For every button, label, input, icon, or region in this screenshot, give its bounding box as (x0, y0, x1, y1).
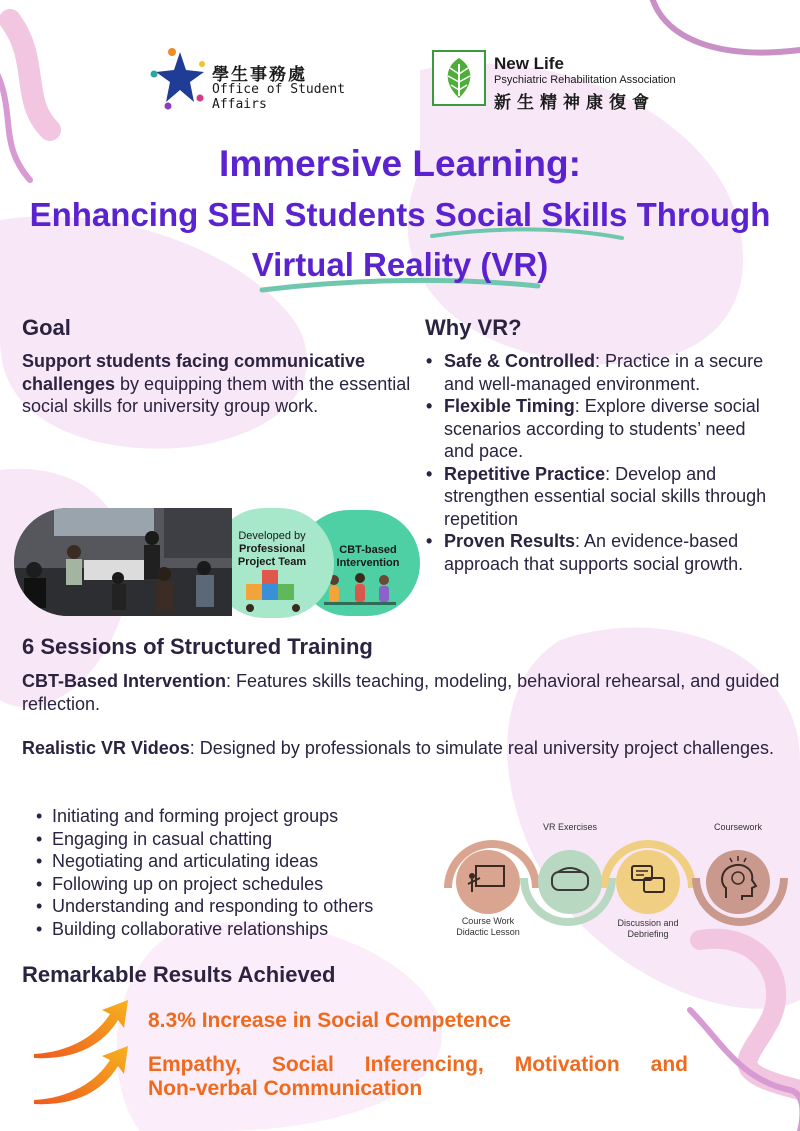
page-title-line-3: Virtual Reality (VR) (251, 246, 549, 283)
list-item: • Initiating and forming project groups (32, 805, 442, 828)
list-item: • Negotiating and articulating ideas (32, 850, 442, 873)
people-discussion-icon (320, 572, 400, 612)
osa-chinese-name: 學生事務處 (212, 65, 307, 85)
result-social-competence: 8.3% Increase in Social Competence (148, 1009, 511, 1032)
cbt-desc: : Features skills teaching, modeling, behavioral rehearsal, and guided reflection. (22, 671, 780, 714)
upward-arrow-icon (30, 996, 140, 1106)
team-bubble-line-3: Project Team (237, 556, 307, 568)
result-skills-line-1: Empathy, Social Inferencing, Motivation and (148, 1053, 688, 1076)
why-vr-desc: : An evidence-based approach that supports social growth. (444, 531, 744, 574)
list-item (424, 350, 774, 395)
list-item (424, 463, 774, 531)
list-item: • Understanding and responding to others (32, 895, 442, 918)
new-life-name: New Life (494, 54, 564, 73)
list-item: • Following up on project schedules (32, 873, 442, 896)
why-vr-desc: : Develop and strengthen essential social skills through repetition (444, 463, 767, 529)
leaf-logo-icon (434, 52, 484, 104)
training-session-photo (14, 508, 232, 616)
vr-videos-description (22, 737, 782, 760)
why-vr-term: Flexible Timing (444, 396, 575, 416)
team-bubble-line-2: Professional (238, 543, 306, 555)
goal-text (22, 350, 414, 418)
step-label-course-work (438, 916, 538, 938)
squiggle-top-right (650, 0, 800, 53)
list-item (424, 530, 774, 575)
sessions-heading: 6 Sessions of Structured Training (22, 634, 373, 659)
goal-text-rest: by equipping them with the essential social skills for university group work. (22, 373, 411, 416)
training-photo-block (14, 508, 414, 618)
list-item: • Engaging in casual chatting (32, 828, 442, 851)
step-label-line: Didactic Lesson (456, 927, 520, 937)
step-label-line: Debriefing (627, 929, 669, 939)
squiggle-bottom-right (690, 1010, 800, 1131)
star-logo-icon (150, 48, 206, 110)
why-vr-term: Safe & Controlled (444, 351, 596, 371)
why-vr-desc: : Explore diverse social scenarios according to students’ need and pace. (444, 396, 760, 461)
vr-topics-list (32, 805, 442, 940)
cbt-term: CBT-Based Intervention (22, 671, 227, 691)
step-label-line: Course Work (461, 916, 515, 926)
leaf-logo-box (432, 50, 486, 106)
osa-english-name: Office of Student Affairs (212, 82, 346, 112)
new-life-logo (432, 50, 700, 113)
cbt-bubble-line-1: CBT-based (339, 544, 397, 556)
why-vr-list (424, 350, 774, 575)
result-skills-line-2: Non-verbal Communication (148, 1077, 423, 1100)
step-label-line: Discussion and (617, 918, 679, 928)
squiggle-top-left (10, 20, 50, 130)
why-vr-term: Proven Results (444, 531, 576, 551)
page-title-line-1: Immersive Learning: (219, 143, 581, 184)
classroom-photo-icon (14, 508, 232, 616)
step-circle (616, 850, 680, 914)
osa-logo (150, 48, 390, 110)
step-label-discussion (598, 918, 698, 940)
why-vr-desc: : Practice in a secure and well-managed environment. (444, 351, 764, 394)
step-circle (456, 850, 520, 914)
new-life-association: Psychiatric Rehabilitation Association (494, 74, 676, 86)
list-item (424, 395, 774, 463)
cbt-bubble-line-2: Intervention (336, 557, 400, 569)
why-vr-term: Repetitive Practice (444, 463, 606, 484)
vr-videos-term: Realistic VR Videos (22, 738, 190, 758)
page-title-line-2: Enhancing SEN Students Social Skills Through (29, 196, 771, 233)
step-label-coursework: Coursework (713, 822, 762, 832)
list-item: • Building collaborative relationships (32, 918, 442, 941)
results-heading: Remarkable Results Achieved (22, 962, 336, 987)
team-bubble-line-1: Developed by (238, 530, 306, 542)
goal-heading: Goal (22, 315, 71, 340)
training-process-diagram (438, 818, 794, 944)
goal-text-bold: Support students facing communicative challenges (22, 351, 366, 394)
new-life-chinese-name: 新生精神康復會 (494, 93, 655, 113)
puzzle-team-icon (240, 570, 310, 614)
step-circle (538, 850, 602, 914)
step-label-vr-exercises: VR Exercises (542, 822, 597, 832)
why-vr-heading: Why VR? (425, 315, 522, 340)
vr-videos-desc: : Designed by professionals to simulate real university project challenges. (189, 738, 775, 758)
cbt-description (22, 670, 782, 715)
